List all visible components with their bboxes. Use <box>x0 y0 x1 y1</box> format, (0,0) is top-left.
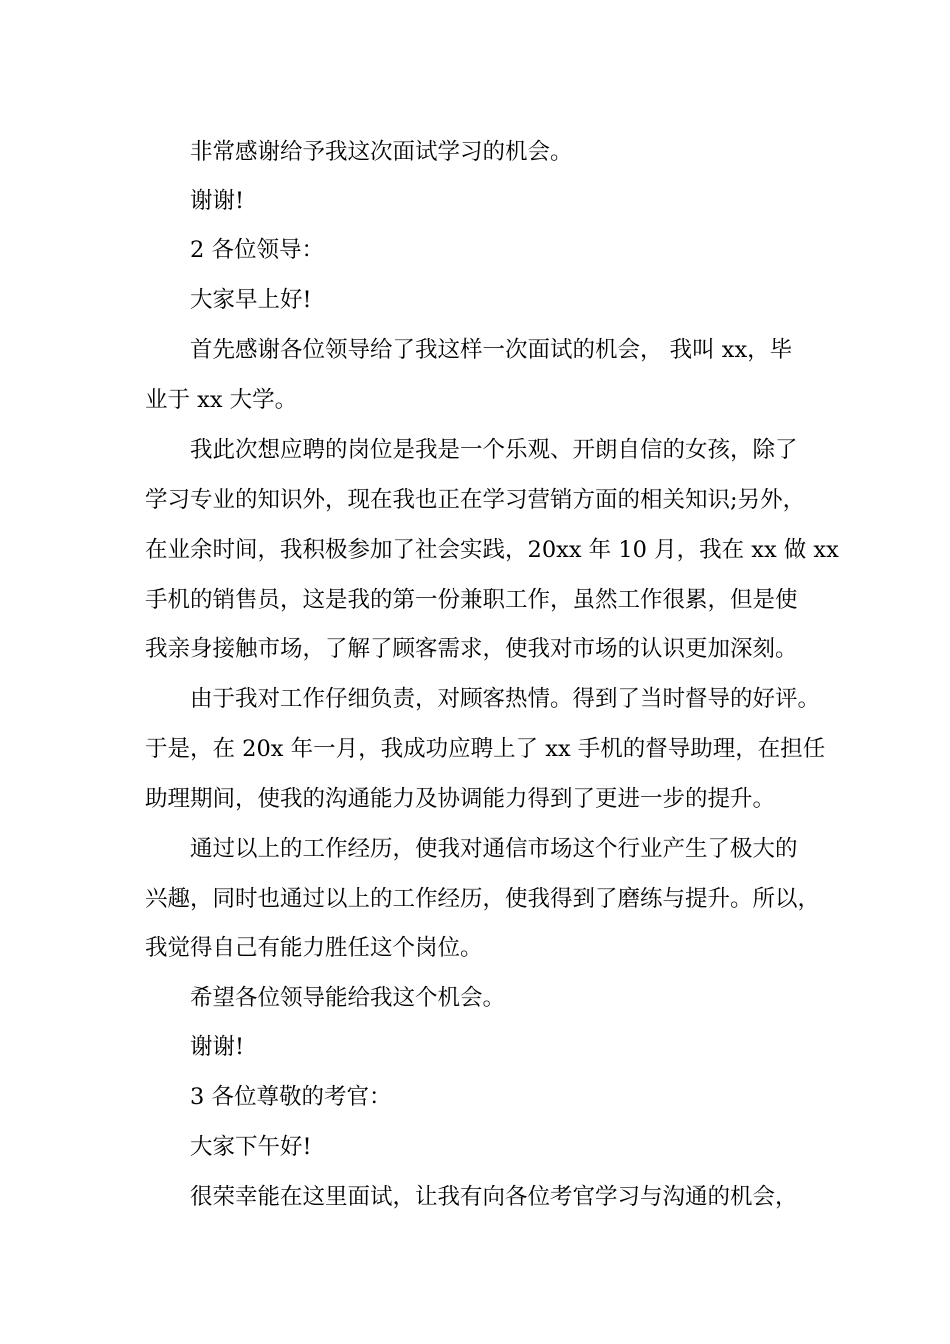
text-line <box>0 480 950 520</box>
line-text: 首先感谢各位领导给了我这样一次面试的机会， 我叫 xx，毕 <box>190 337 793 363</box>
text-line <box>0 280 950 320</box>
line-text: 助理期间，使我的沟通能力及协调能力得到了更进一步的提升。 <box>145 786 776 812</box>
line-text: 2 各位领导： <box>190 237 324 263</box>
line-text: 3 各位尊敬的考官： <box>190 1084 392 1110</box>
line-text: 由于我对工作仔细负责，对顾客热情。得到了当时督导的好评。 <box>190 686 821 712</box>
text-line <box>0 1127 950 1167</box>
line-text: 非常感谢给予我这次面试学习的机会。 <box>190 139 573 165</box>
line-text: 兴趣，同时也通过以上的工作经历，使我得到了磨练与提升。所以， <box>145 886 821 912</box>
line-text: 我亲身接触市场，了解了顾客需求，使我对市场的认识更加深刻。 <box>145 636 798 662</box>
line-text: 希望各位领导能给我这个机会。 <box>190 985 506 1011</box>
text-line <box>0 629 950 669</box>
text-line <box>0 380 950 420</box>
text-line <box>0 132 950 172</box>
text-line <box>0 729 950 769</box>
text-line <box>0 230 950 270</box>
line-text: 大家下午好! <box>190 1134 312 1160</box>
line-text: 大家早上好! <box>190 287 312 313</box>
line-text: 于是，在 20x 年一月，我成功应聘上了 xx 手机的督导助理，在担任 <box>145 736 826 762</box>
line-text: 在业余时间，我积极参加了社会实践，20xx 年 10 月，我在 xx 做 xx <box>145 537 839 563</box>
line-text: 很荣幸能在这里面试，让我有向各位考官学习与沟通的机会， <box>190 1184 798 1210</box>
line-text: 学习专业的知识外，现在我也正在学习营销方面的相关知识;另外， <box>145 487 806 513</box>
text-line <box>0 330 950 370</box>
line-text: 通过以上的工作经历，使我对通信市场这个行业产生了极大的 <box>190 836 798 862</box>
text-line <box>0 1177 950 1217</box>
text-line <box>0 779 950 819</box>
text-line <box>0 1077 950 1117</box>
text-line <box>0 430 950 470</box>
line-text: 业于 xx 大学。 <box>145 387 298 413</box>
text-line <box>0 829 950 869</box>
line-text: 手机的销售员，这是我的第一份兼职工作，虽然工作很累，但是使 <box>145 587 798 613</box>
line-text: 我此次想应聘的岗位是我是一个乐观、开朗自信的女孩，除了 <box>190 437 798 463</box>
text-line <box>0 679 950 719</box>
line-text: 谢谢! <box>190 1034 245 1060</box>
text-line <box>0 530 950 570</box>
text-line <box>0 879 950 919</box>
line-text: 我觉得自己有能力胜任这个岗位。 <box>145 935 483 961</box>
text-line <box>0 580 950 620</box>
text-line <box>0 181 950 221</box>
line-text: 谢谢! <box>190 188 245 214</box>
text-line <box>0 928 950 968</box>
text-line <box>0 978 950 1018</box>
text-line <box>0 1027 950 1067</box>
